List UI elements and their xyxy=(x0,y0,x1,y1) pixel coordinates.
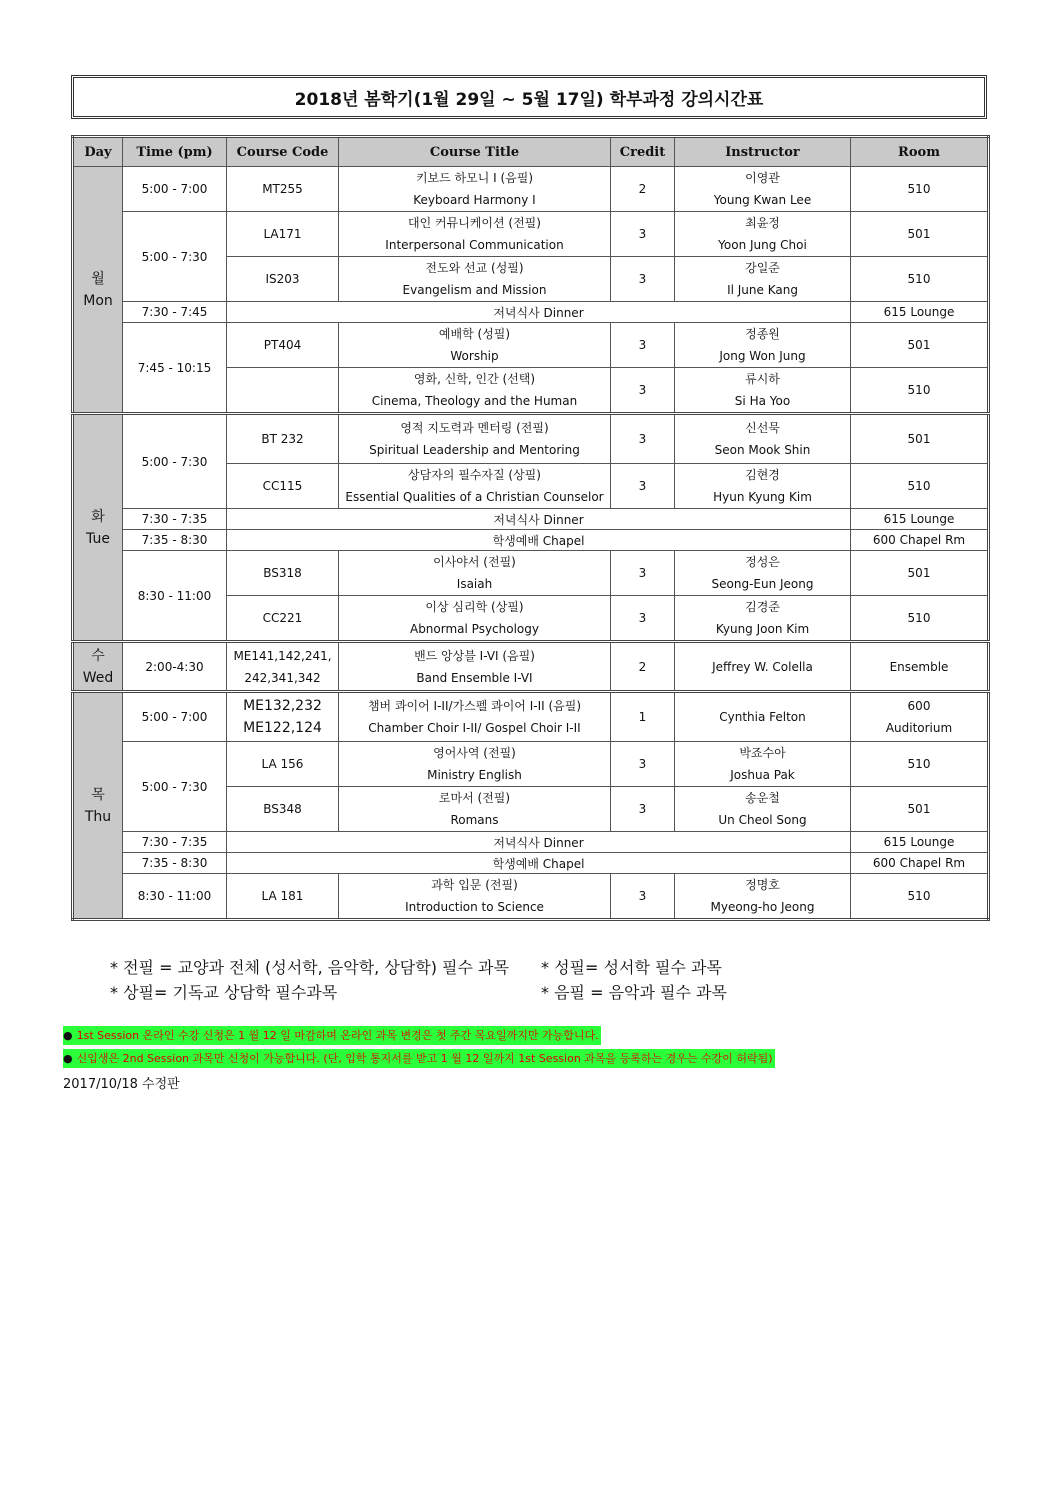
title-cell: 상담자의 필수자질 (상필) Essential Qualities of a Christian Counselor xyxy=(339,464,611,509)
instructor-cell: 강일준 Il June Kang xyxy=(675,257,851,302)
time-cell: 5:00 - 7:00 xyxy=(123,692,227,742)
note-jeonpil: * 전필 = 교양과 전체 (성서학, 음악학, 상담학) 필수 과목 xyxy=(110,958,509,977)
page-title: 2018년 봄학기(1월 29일 ~ 5월 17일) 학부과정 강의시간표 xyxy=(71,75,987,119)
instructor-cell: 류시하 Si Ha Yoo xyxy=(675,368,851,414)
header-code: Course Code xyxy=(227,137,339,167)
title-cell: 밴드 앙상블 I-VI (음필) Band Ensemble I-VI xyxy=(339,642,611,692)
room-cell: 510 xyxy=(851,257,989,302)
time-cell: 7:30 - 7:45 xyxy=(123,302,227,323)
title-cell: 챔버 콰이어 I-II/가스펠 콰이어 I-II (음필) Chamber Choir I-II/ Gospel Choir I-II xyxy=(339,692,611,742)
room-cell: 510 xyxy=(851,167,989,212)
time-cell: 5:00 - 7:30 xyxy=(123,414,227,509)
table-row xyxy=(73,212,989,257)
credit-cell: 1 xyxy=(611,692,675,742)
note-sangpil: * 상필= 기독교 상담학 필수과목 xyxy=(110,983,338,1002)
instructor-cell: 이영관 Young Kwan Lee xyxy=(675,167,851,212)
table-row xyxy=(73,323,989,368)
instructor-cell: Cynthia Felton xyxy=(675,692,851,742)
instructor-cell: 김경준 Kyung Joon Kim xyxy=(675,596,851,642)
time-cell: 7:30 - 7:35 xyxy=(123,509,227,530)
time-cell: 8:30 - 11:00 xyxy=(123,874,227,920)
instructor-cell: Jeffrey W. Colella xyxy=(675,642,851,692)
room-cell: 510 xyxy=(851,596,989,642)
room-cell: 510 xyxy=(851,464,989,509)
table-row xyxy=(73,167,989,212)
table-row xyxy=(73,302,989,323)
title-cell: 영적 지도력과 멘터링 (전필) Spiritual Leadership and Mentoring xyxy=(339,414,611,464)
instructor-cell: 신선묵 Seon Mook Shin xyxy=(675,414,851,464)
instructor-cell: 정성은 Seong-Eun Jeong xyxy=(675,551,851,596)
span-cell: 저녁식사 Dinner xyxy=(227,832,851,853)
highlight-notice-1: ● 1st Session 온라인 수강 신청은 1 월 12 일 마감하며 온라인 과목 변경은 첫 주간 목요일까지만 가능합니다. xyxy=(63,1026,601,1045)
credit-cell: 2 xyxy=(611,642,675,692)
table-row xyxy=(73,742,989,787)
span-cell: 저녁식사 Dinner xyxy=(227,302,851,323)
code-cell: IS203 xyxy=(227,257,339,302)
table-row xyxy=(73,530,989,551)
time-cell: 5:00 - 7:00 xyxy=(123,167,227,212)
time-cell: 5:00 - 7:30 xyxy=(123,742,227,832)
highlight-notice-2: ● 신입생은 2nd Session 과목만 신청이 가능합니다. (단, 입학 통지서를 받고 1 월 12 일까지 1st Session 과목을 등록하는 경우는 수강이 허락됨) xyxy=(63,1049,775,1068)
span-cell: 저녁식사 Dinner xyxy=(227,509,851,530)
time-cell: 7:35 - 8:30 xyxy=(123,530,227,551)
revision-date: 2017/10/18 수정판 xyxy=(63,1077,180,1092)
instructor-cell: 정종원 Jong Won Jung xyxy=(675,323,851,368)
bullet-icon: ● xyxy=(63,1052,73,1065)
title-cell: 이사야서 (전필) Isaiah xyxy=(339,551,611,596)
code-cell: CC221 xyxy=(227,596,339,642)
instructor-cell: 김현경 Hyun Kyung Kim xyxy=(675,464,851,509)
table-row xyxy=(73,832,989,853)
code-cell: PT404 xyxy=(227,323,339,368)
time-cell: 2:00-4:30 xyxy=(123,642,227,692)
title-cell: 과학 입문 (전필) Introduction to Science xyxy=(339,874,611,920)
table-row xyxy=(73,414,989,464)
table-row xyxy=(73,874,989,920)
room-cell: 510 xyxy=(851,368,989,414)
time-cell: 5:00 - 7:30 xyxy=(123,212,227,302)
room-cell: Ensemble xyxy=(851,642,989,692)
room-cell: 510 xyxy=(851,742,989,787)
code-cell: LA 156 xyxy=(227,742,339,787)
table-row xyxy=(73,551,989,596)
day-cell: 월 Mon xyxy=(73,167,123,414)
bullet-icon: ● xyxy=(63,1029,73,1042)
code-cell: ME132,232 ME122,124 xyxy=(227,692,339,742)
credit-cell: 3 xyxy=(611,323,675,368)
time-cell: 7:30 - 7:35 xyxy=(123,832,227,853)
table-row xyxy=(73,509,989,530)
header-credit: Credit xyxy=(611,137,675,167)
header-instructor: Instructor xyxy=(675,137,851,167)
room-cell: 501 xyxy=(851,212,989,257)
code-cell: ME141,142,241, 242,341,342 xyxy=(227,642,339,692)
room-cell: 501 xyxy=(851,551,989,596)
instructor-cell: 정명호 Myeong-ho Jeong xyxy=(675,874,851,920)
code-cell xyxy=(227,368,339,414)
title-cell: 대인 커뮤니케이션 (전필) Interpersonal Communication xyxy=(339,212,611,257)
title-cell: 영어사역 (전필) Ministry English xyxy=(339,742,611,787)
credit-cell: 3 xyxy=(611,596,675,642)
room-cell: 615 Lounge xyxy=(851,509,989,530)
code-cell: BT 232 xyxy=(227,414,339,464)
room-cell: 510 xyxy=(851,874,989,920)
header-row xyxy=(73,137,989,167)
schedule-table xyxy=(71,135,990,921)
credit-cell: 3 xyxy=(611,551,675,596)
room-cell: 615 Lounge xyxy=(851,832,989,853)
title-cell: 영화, 신학, 인간 (선택) Cinema, Theology and the Human xyxy=(339,368,611,414)
time-cell: 7:35 - 8:30 xyxy=(123,853,227,874)
credit-cell: 3 xyxy=(611,368,675,414)
span-cell: 학생예배 Chapel xyxy=(227,530,851,551)
note-eumpil: * 음필 = 음악과 필수 과목 xyxy=(541,983,727,1002)
table-row xyxy=(73,642,989,692)
credit-cell: 3 xyxy=(611,212,675,257)
credit-cell: 3 xyxy=(611,787,675,832)
room-cell: 600 Chapel Rm xyxy=(851,853,989,874)
time-cell: 8:30 - 11:00 xyxy=(123,551,227,642)
credit-cell: 2 xyxy=(611,167,675,212)
instructor-cell: 박죠수아 Joshua Pak xyxy=(675,742,851,787)
code-cell: CC115 xyxy=(227,464,339,509)
credit-cell: 3 xyxy=(611,257,675,302)
room-cell: 600 Chapel Rm xyxy=(851,530,989,551)
room-cell: 600 Auditorium xyxy=(851,692,989,742)
credit-cell: 3 xyxy=(611,464,675,509)
title-cell: 예배학 (성필) Worship xyxy=(339,323,611,368)
header-title: Course Title xyxy=(339,137,611,167)
title-cell: 키보드 하모니 I (음필) Keyboard Harmony I xyxy=(339,167,611,212)
room-cell: 615 Lounge xyxy=(851,302,989,323)
room-cell: 501 xyxy=(851,323,989,368)
day-cell: 화 Tue xyxy=(73,414,123,642)
instructor-cell: 송운철 Un Cheol Song xyxy=(675,787,851,832)
table-row xyxy=(73,853,989,874)
span-cell: 학생예배 Chapel xyxy=(227,853,851,874)
header-time: Time (pm) xyxy=(123,137,227,167)
time-cell: 7:45 - 10:15 xyxy=(123,323,227,414)
title-cell: 전도와 선교 (성필) Evangelism and Mission xyxy=(339,257,611,302)
code-cell: LA 181 xyxy=(227,874,339,920)
code-cell: LA171 xyxy=(227,212,339,257)
title-cell: 로마서 (전필) Romans xyxy=(339,787,611,832)
credit-cell: 3 xyxy=(611,874,675,920)
header-day: Day xyxy=(73,137,123,167)
room-cell: 501 xyxy=(851,414,989,464)
room-cell: 501 xyxy=(851,787,989,832)
code-cell: MT255 xyxy=(227,167,339,212)
credit-cell: 3 xyxy=(611,414,675,464)
code-cell: BS348 xyxy=(227,787,339,832)
day-cell: 목 Thu xyxy=(73,692,123,920)
code-cell: BS318 xyxy=(227,551,339,596)
credit-cell: 3 xyxy=(611,742,675,787)
day-cell: 수 Wed xyxy=(73,642,123,692)
instructor-cell: 최윤정 Yoon Jung Choi xyxy=(675,212,851,257)
table-row xyxy=(73,692,989,742)
note-seongpil: * 성필= 성서학 필수 과목 xyxy=(541,958,722,977)
title-cell: 이상 심리학 (상필) Abnormal Psychology xyxy=(339,596,611,642)
header-room: Room xyxy=(851,137,989,167)
